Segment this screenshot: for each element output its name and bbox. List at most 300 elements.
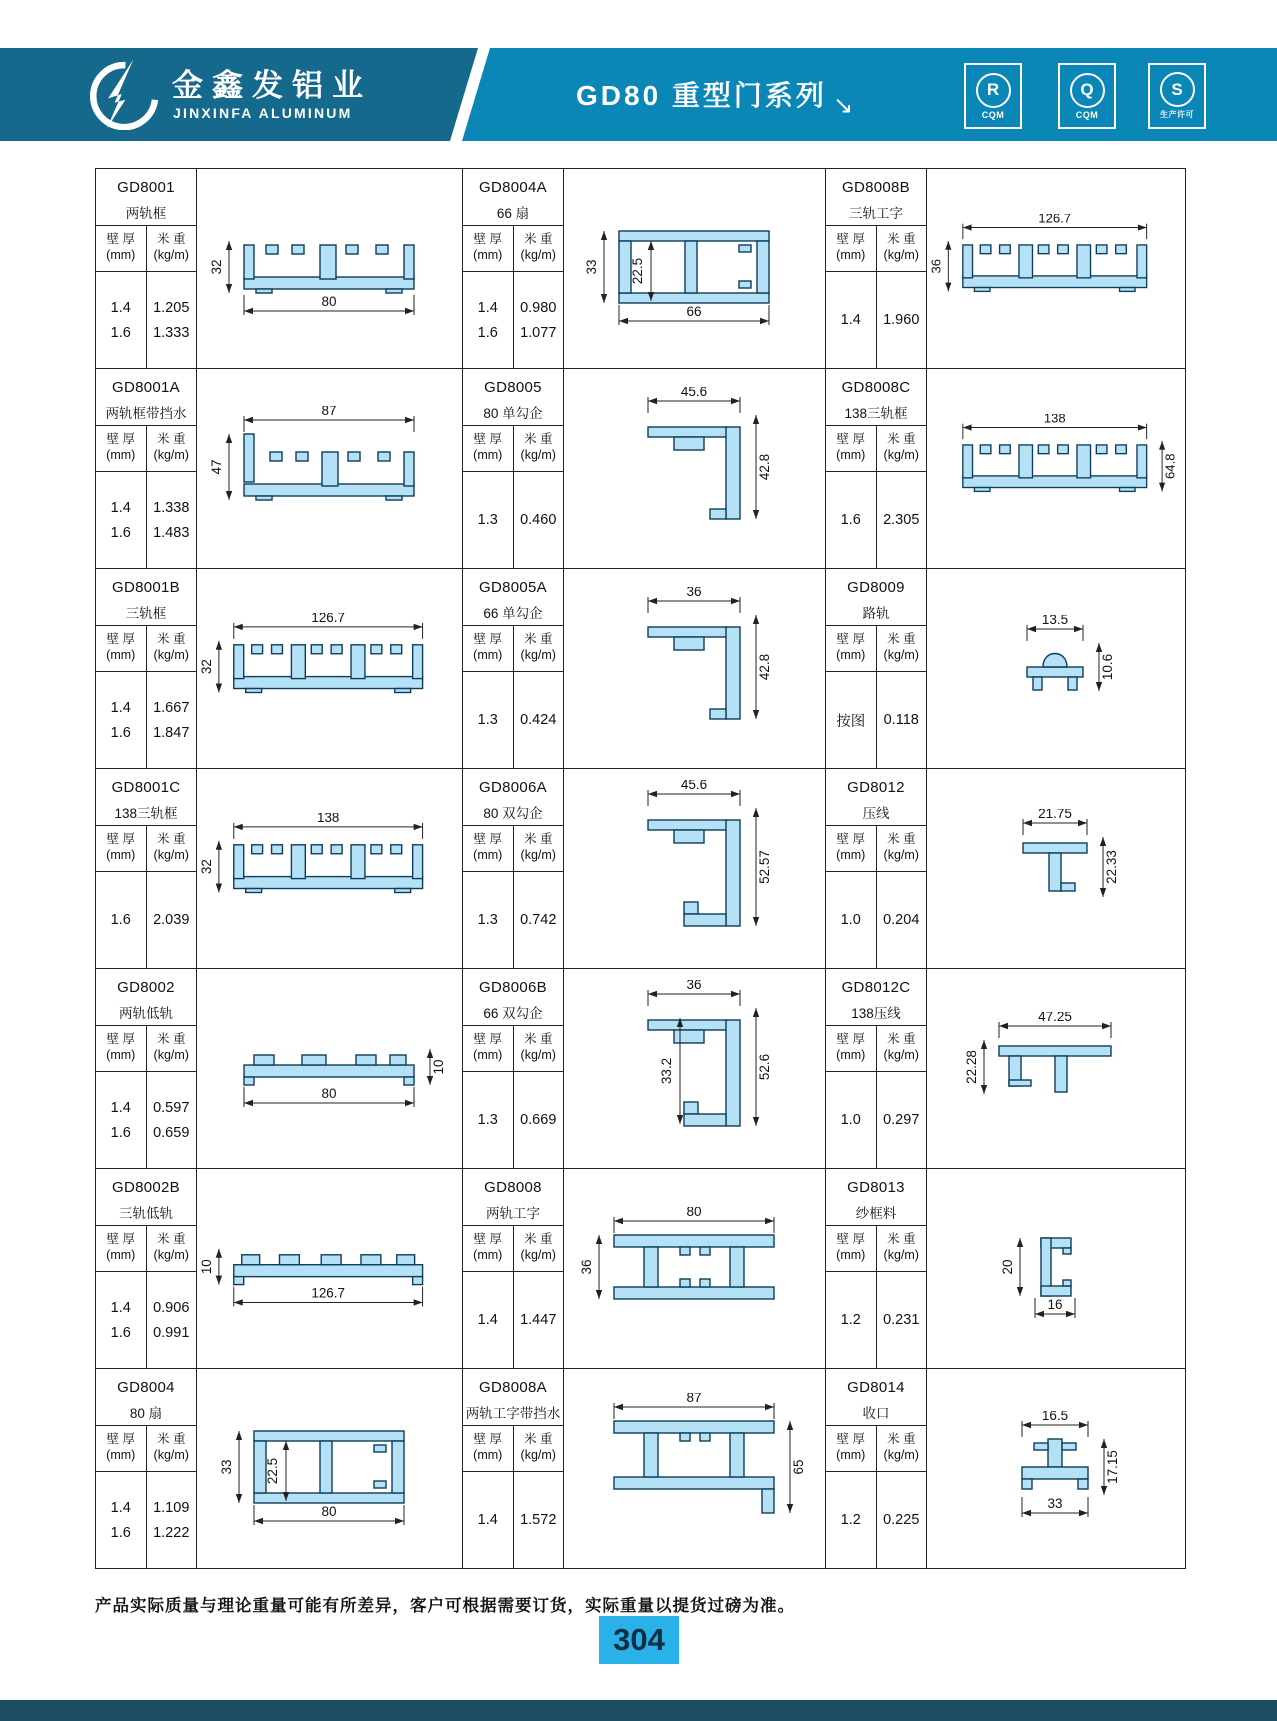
product-cell: [463, 1169, 826, 1369]
product-name: 两轨框带挡水: [105, 406, 187, 421]
column-headers: [463, 626, 563, 672]
thickness-label: 壁 厚: [473, 632, 502, 646]
thickness-label: 壁 厚: [836, 432, 865, 446]
profile-section-svg: [963, 1012, 1149, 1126]
thickness-unit: (mm): [836, 1248, 866, 1263]
weight-unit: (kg/m): [883, 1448, 919, 1463]
product-name: 三轨低轨: [119, 1206, 173, 1221]
profile-section-svg: [578, 1207, 812, 1331]
thickness-value: 1.4: [477, 299, 498, 316]
dimension-label: 33.2: [658, 1057, 674, 1084]
product-cell: [96, 1369, 463, 1569]
col-header-thickness: [96, 1026, 147, 1071]
thickness-value: 1.6: [110, 912, 131, 928]
product-name: 80 扇: [129, 1406, 163, 1421]
weight-unit: (kg/m): [153, 1448, 189, 1463]
thickness-value: 1.0: [840, 912, 861, 928]
profile-drawing: [927, 769, 1185, 968]
thickness-value: 1.3: [477, 912, 498, 928]
product-head: [96, 1369, 196, 1426]
profile-drawing: [564, 569, 825, 768]
thickness-label: 壁 厚: [473, 1032, 502, 1046]
weight-value: 0.669: [520, 1112, 557, 1128]
product-code: GD8008C: [841, 379, 911, 396]
product-name: 两轨工字带挡水: [465, 1406, 561, 1421]
product-name: 66 扇: [496, 206, 530, 221]
weight-values: [877, 1472, 927, 1568]
weight-label: 米 重: [524, 1032, 553, 1046]
weight-values: [877, 1272, 927, 1368]
weight-label: 米 重: [157, 832, 186, 846]
profile-section-svg: [578, 1393, 812, 1545]
col-header-thickness: [826, 1026, 877, 1071]
product-info-table: [96, 969, 197, 1168]
weight-unit: (kg/m): [153, 1048, 189, 1063]
thickness-label: 壁 厚: [473, 832, 502, 846]
thickness-value: 1.4: [110, 699, 131, 716]
product-code: GD8013: [847, 1179, 905, 1196]
dimension-label: 36: [685, 586, 702, 599]
col-header-weight: [147, 226, 197, 271]
col-header-weight: [514, 1026, 564, 1071]
dimension-label: 138: [1044, 414, 1066, 427]
weight-value: 1.205: [153, 299, 190, 316]
weight-unit: (kg/m): [883, 448, 919, 463]
weight-label: 米 重: [157, 1432, 186, 1446]
dimension-label: 22.5: [629, 257, 645, 284]
value-rows: [826, 1272, 926, 1368]
product-info-table: [463, 769, 564, 968]
thickness-values: [463, 672, 514, 768]
col-header-thickness: [96, 426, 147, 471]
thickness-values: [826, 272, 877, 368]
thickness-values: [826, 1072, 877, 1168]
thickness-label: 壁 厚: [473, 232, 502, 246]
dimension-label: 13.5: [1041, 614, 1069, 627]
thickness-values: [826, 1272, 877, 1368]
thickness-values: [463, 872, 514, 968]
col-header-thickness: [96, 1226, 147, 1271]
series-title: [576, 74, 857, 119]
weight-unit: (kg/m): [520, 1248, 556, 1263]
product-code: GD8001C: [111, 779, 181, 796]
weight-unit: (kg/m): [883, 248, 919, 263]
dimension-label: 17.15: [1105, 1449, 1120, 1484]
weight-value: 1.333: [153, 324, 190, 341]
product-info-table: [96, 1369, 197, 1568]
profile-section-svg: [612, 587, 778, 751]
thickness-unit: (mm): [473, 648, 503, 663]
profile-section-svg: [583, 203, 807, 335]
product-code: GD8001B: [112, 579, 180, 596]
dimension-label: 126.7: [311, 1285, 346, 1301]
product-head: [463, 369, 563, 426]
thickness-label: 壁 厚: [106, 232, 135, 246]
thickness-label: 壁 厚: [836, 632, 865, 646]
thickness-value: 1.6: [110, 1124, 131, 1141]
value-rows: [463, 1472, 563, 1568]
col-header-weight: [147, 1026, 197, 1071]
col-header-weight: [147, 1226, 197, 1271]
col-header-thickness: [826, 626, 877, 671]
weight-value: 0.906: [153, 1299, 190, 1316]
value-rows: [463, 272, 563, 368]
profile-drawing: [927, 1169, 1185, 1368]
column-headers: [826, 626, 926, 672]
profile-section-svg: [999, 1210, 1113, 1328]
column-headers: [96, 1426, 196, 1472]
weight-value: 1.338: [153, 499, 190, 516]
value-rows: [96, 272, 196, 368]
product-head: [826, 1169, 926, 1226]
product-head: [826, 169, 926, 226]
value-rows: [826, 872, 926, 968]
weight-value: 1.483: [153, 524, 190, 541]
weight-label: 米 重: [524, 432, 553, 446]
product-info-table: [826, 969, 927, 1168]
dimension-label: 22.33: [1104, 849, 1119, 884]
product-head: [826, 769, 926, 826]
weight-label: 米 重: [887, 432, 916, 446]
profile-drawing: [564, 369, 825, 568]
dimension-label: 80: [320, 293, 337, 309]
thickness-unit: (mm): [106, 1048, 136, 1063]
col-header-weight: [877, 1026, 927, 1071]
weight-values: [514, 472, 564, 568]
profile-drawing: [927, 969, 1185, 1168]
column-headers: [96, 826, 196, 872]
profile-drawing: [197, 969, 462, 1168]
product-head: [96, 169, 196, 226]
thickness-values: [463, 472, 514, 568]
weight-value: 2.305: [883, 512, 920, 528]
weight-label: 米 重: [887, 1432, 916, 1446]
weight-values: [877, 472, 927, 568]
dimension-label: 80: [320, 1085, 337, 1101]
bottom-bar: [0, 1700, 1277, 1721]
product-head: [463, 969, 563, 1026]
thickness-label: 壁 厚: [106, 632, 135, 646]
weight-unit: (kg/m): [883, 648, 919, 663]
col-header-thickness: [463, 1026, 514, 1071]
thickness-unit: (mm): [473, 1048, 503, 1063]
thickness-unit: (mm): [473, 248, 503, 263]
product-code: GD8001: [117, 179, 175, 196]
product-head: [826, 569, 926, 626]
profile-section-svg: [928, 414, 1183, 522]
weight-values: [147, 1072, 197, 1168]
thickness-unit: (mm): [836, 648, 866, 663]
product-code: GD8008: [484, 1179, 542, 1196]
thickness-value: 1.3: [477, 712, 498, 728]
thickness-label: 壁 厚: [106, 1032, 135, 1046]
thickness-value: 1.6: [840, 512, 861, 528]
product-cell: [826, 969, 1186, 1169]
product-head: [463, 1169, 563, 1226]
weight-label: 米 重: [524, 632, 553, 646]
thickness-unit: (mm): [473, 848, 503, 863]
profile-section-svg: [612, 980, 778, 1158]
badge-r-icon: R: [976, 73, 1011, 108]
column-headers: [826, 226, 926, 272]
dimension-label: 16: [1047, 1296, 1063, 1312]
value-rows: [463, 1272, 563, 1368]
column-headers: [96, 226, 196, 272]
weight-label: 米 重: [157, 1032, 186, 1046]
value-rows: [96, 872, 196, 968]
product-code: GD8001A: [112, 379, 180, 396]
product-head: [463, 169, 563, 226]
weight-label: 米 重: [157, 632, 186, 646]
badge-r-sub: CQM: [981, 109, 1005, 120]
weight-value: 1.667: [153, 699, 190, 716]
weight-unit: (kg/m): [153, 648, 189, 663]
col-header-thickness: [96, 626, 147, 671]
thickness-values: [826, 472, 877, 568]
badge-q-icon: Q: [1070, 73, 1105, 108]
weight-label: 米 重: [157, 1232, 186, 1246]
column-headers: [826, 1026, 926, 1072]
product-code: GD8008B: [842, 179, 910, 196]
series-arrow-icon: ↘: [832, 92, 857, 119]
weight-unit: (kg/m): [883, 848, 919, 863]
product-info-table: [463, 1369, 564, 1568]
badge-q-sub: CQM: [1075, 109, 1099, 120]
product-head: [463, 769, 563, 826]
thickness-value: 1.4: [110, 499, 131, 516]
product-cell: [96, 969, 463, 1169]
dimension-label: 42.8: [756, 453, 772, 480]
weight-label: 米 重: [524, 232, 553, 246]
value-rows: [826, 272, 926, 368]
badge-license-icon: S: [1160, 72, 1195, 107]
thickness-values: [826, 1472, 877, 1568]
thickness-values: [96, 672, 147, 768]
col-header-weight: [514, 1226, 564, 1271]
profile-section-svg: [198, 813, 460, 924]
col-header-weight: [514, 626, 564, 671]
thickness-label: 壁 厚: [836, 1232, 865, 1246]
column-headers: [463, 426, 563, 472]
company-logo-icon: [88, 58, 160, 130]
col-header-weight: [514, 426, 564, 471]
company-name-cn: 金鑫发铝业: [172, 68, 372, 103]
product-info-table: [826, 1169, 927, 1368]
dimension-label: 126.7: [1038, 214, 1072, 227]
thickness-values: [463, 1072, 514, 1168]
column-headers: [463, 1026, 563, 1072]
footer-note: 产品实际质量与理论重量可能有所差异，客户可根据需要订货，实际重量以提货过磅为准。: [95, 1597, 795, 1615]
product-cell: [463, 569, 826, 769]
col-header-thickness: [826, 1226, 877, 1271]
col-header-weight: [514, 226, 564, 271]
dimension-label: 36: [685, 979, 702, 992]
profile-drawing: [197, 569, 462, 768]
dimension-label: 87: [320, 405, 337, 418]
catalog-grid: [95, 168, 1186, 1569]
thickness-value: 1.4: [840, 312, 861, 328]
dimension-label: 32: [208, 258, 224, 275]
value-rows: [826, 1472, 926, 1568]
profile-drawing: [927, 1369, 1185, 1568]
product-cell: [463, 169, 826, 369]
product-code: GD8006B: [479, 979, 547, 996]
product-code: GD8005A: [479, 579, 547, 596]
weight-label: 米 重: [157, 432, 186, 446]
weight-value: 0.231: [883, 1312, 920, 1328]
col-header-thickness: [463, 226, 514, 271]
weight-unit: (kg/m): [883, 1048, 919, 1063]
col-header-weight: [147, 826, 197, 871]
weight-value: 0.118: [883, 712, 919, 728]
product-name: 80 单勾企: [483, 406, 543, 421]
weight-label: 米 重: [887, 1032, 916, 1046]
product-name: 路轨: [862, 606, 890, 621]
dimension-label: 87: [685, 1392, 702, 1405]
col-header-thickness: [826, 1426, 877, 1471]
profile-drawing: [564, 769, 825, 968]
weight-value: 0.980: [520, 299, 557, 316]
product-name: 三轨框: [125, 606, 167, 621]
product-cell: [826, 1169, 1186, 1369]
thickness-values: [96, 1072, 147, 1168]
col-header-thickness: [463, 1426, 514, 1471]
dimension-label: 33: [1047, 1495, 1063, 1511]
profile-drawing: [564, 169, 825, 368]
thickness-values: [96, 472, 147, 568]
column-headers: [463, 1226, 563, 1272]
weight-values: [514, 272, 564, 368]
profile-section-svg: [991, 615, 1121, 723]
profile-section-svg: [198, 1221, 460, 1316]
profile-drawing: [564, 1369, 825, 1568]
thickness-value: 1.4: [110, 1099, 131, 1116]
col-header-weight: [877, 226, 927, 271]
weight-unit: (kg/m): [520, 1048, 556, 1063]
thickness-values: [463, 1272, 514, 1368]
thickness-value: 1.2: [840, 1312, 861, 1328]
weight-value: 2.039: [153, 912, 190, 928]
value-rows: [96, 1072, 196, 1168]
product-head: [463, 569, 563, 626]
thickness-value: 1.0: [840, 1112, 861, 1128]
product-cell: [826, 1369, 1186, 1569]
dimension-label: 45.6: [680, 779, 707, 792]
product-info-table: [463, 969, 564, 1168]
product-info-table: [826, 1369, 927, 1568]
weight-label: 米 重: [157, 232, 186, 246]
weight-value: 1.109: [153, 1499, 190, 1516]
weight-unit: (kg/m): [153, 248, 189, 263]
weight-label: 米 重: [887, 1232, 916, 1246]
product-name: 三轨工字: [849, 206, 903, 221]
dimension-label: 33: [218, 1458, 234, 1475]
weight-label: 米 重: [524, 1232, 553, 1246]
dimension-label: 32: [199, 659, 215, 674]
dimension-label: 33: [583, 258, 599, 275]
page-number-badge: 304: [599, 1616, 679, 1664]
dimension-label: 64.8: [1162, 453, 1178, 480]
col-header-weight: [514, 826, 564, 871]
profile-drawing: [197, 1369, 462, 1568]
dimension-label: 36: [928, 259, 944, 274]
dimension-label: 80: [685, 1206, 702, 1219]
thickness-value: 1.4: [110, 1299, 131, 1316]
dimension-label: 16.5: [1041, 1410, 1069, 1423]
profile-section-svg: [198, 613, 460, 724]
thickness-unit: (mm): [106, 1248, 136, 1263]
profile-drawing: [927, 369, 1185, 568]
weight-unit: (kg/m): [153, 848, 189, 863]
thickness-value: 1.4: [110, 1499, 131, 1516]
product-head: [826, 969, 926, 1026]
col-header-weight: [147, 426, 197, 471]
product-cell: [826, 169, 1186, 369]
weight-values: [514, 672, 564, 768]
thickness-value: 按图: [836, 713, 866, 730]
col-header-thickness: [826, 226, 877, 271]
col-header-thickness: [826, 426, 877, 471]
weight-values: [147, 1272, 197, 1368]
weight-label: 米 重: [887, 232, 916, 246]
profile-section-svg: [986, 1411, 1126, 1527]
thickness-values: [826, 672, 877, 768]
product-name: 80 双勾企: [483, 806, 543, 821]
thickness-value: 1.6: [110, 1524, 131, 1541]
thickness-value: 1.6: [477, 324, 498, 341]
product-code: GD8004: [117, 1379, 175, 1396]
value-rows: [826, 672, 926, 768]
product-info-table: [826, 569, 927, 768]
col-header-thickness: [96, 226, 147, 271]
product-head: [826, 1369, 926, 1426]
weight-values: [877, 272, 927, 368]
product-name: 压线: [862, 806, 890, 821]
product-head: [96, 969, 196, 1026]
col-header-thickness: [826, 826, 877, 871]
thickness-values: [96, 1272, 147, 1368]
product-name: 两轨工字: [486, 1206, 540, 1221]
profile-section-svg: [612, 387, 778, 551]
weight-values: [147, 272, 197, 368]
profile-section-svg: [612, 780, 778, 958]
weight-value: 0.991: [153, 1324, 190, 1341]
product-code: GD8009: [847, 579, 905, 596]
product-code: GD8004A: [479, 179, 547, 196]
weight-value: 0.204: [883, 912, 920, 928]
value-rows: [96, 1272, 196, 1368]
weight-value: 0.225: [883, 1512, 920, 1528]
value-rows: [463, 1072, 563, 1168]
product-code: GD8002: [117, 979, 175, 996]
thickness-values: [96, 272, 147, 368]
weight-values: [514, 1472, 564, 1568]
thickness-value: 1.6: [110, 524, 131, 541]
product-info-table: [96, 369, 197, 568]
product-head: [96, 569, 196, 626]
product-name: 138三轨框: [844, 406, 908, 421]
profile-section-svg: [987, 809, 1125, 929]
col-header-thickness: [463, 426, 514, 471]
dimension-label: 47.25: [1038, 1011, 1072, 1024]
product-code: GD8006A: [479, 779, 547, 796]
col-header-thickness: [463, 626, 514, 671]
col-header-thickness: [463, 826, 514, 871]
certification-badge-r: [964, 63, 1022, 129]
dimension-label: 80: [320, 1503, 337, 1519]
col-header-weight: [877, 426, 927, 471]
product-info-table: [826, 169, 927, 368]
